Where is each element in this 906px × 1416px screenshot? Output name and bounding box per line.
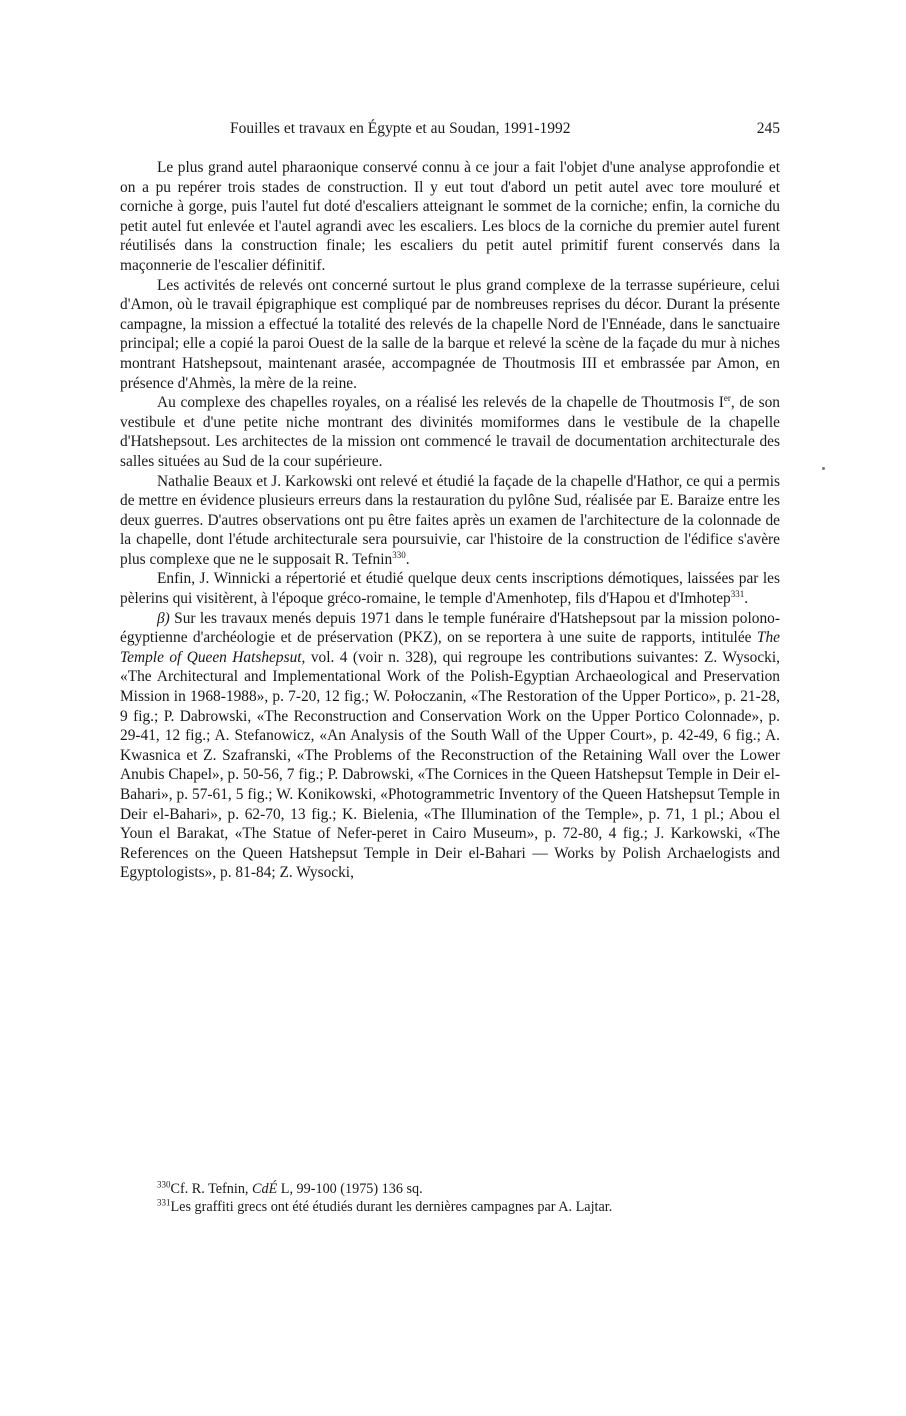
footnote-ref-330: 330	[392, 549, 406, 560]
series-title: The Temple of Queen Hatshepsut	[120, 629, 780, 666]
footnote-ref-331: 331	[730, 588, 745, 599]
footnote-number: 330	[157, 1179, 171, 1190]
running-title: Fouilles et travaux en Égypte et au Soudan, 1991-1992	[230, 120, 571, 137]
page-number: 245	[756, 120, 780, 137]
footnote-330: $^{330}$Cf. R. Tefnin, CdÉ L, 99-100 (1975) 136 sq.	[157, 1179, 423, 1197]
paragraph-hathor-chapel: Nathalie Beaux et J. Karkowski ont relevé et étudié la façade de la chapelle d'Hathor, ce qui a permis de mettre en évidence plusieurs erreurs dans la restauration du pylône Sud, réalisée par E. Baraize entre les deux guerres. D'autres observations ont pu être faites après un examen de l'architecture de la colonnade de la chapelle, dont l'étude architecturale sera poursuivie, car l'histoire de la construction de l'édifice s'avère plus complexe que ne le supposait R. Tefnin$^{330}$.	[120, 472, 780, 568]
paragraph-beta-reports: β) Sur les travaux menés depuis 1971 dans le temple funéraire d'Hatshepsout par la mission polono-égyptienne d'archéologie et de préservation (PKZ), on se reportera à une suite de rapports, intitulée The Temple of Queen Hatshepsut, vol. 4 (voir n. 328), qui regroupe les contributions suivantes: Z. Wysocki, «The Architectural and Implementational Work of the Polish-Egyptian Archaeological and Preservation Mission in 1968-1988», p. 7-20, 12 fig.; W. Połoczanin, «The Restoration of the Upper Portico», p. 21-28, 9 fig.; P. Dabrowski, «The Reconstruction and Conservation Work on the Upper Portico Colonnade», p. 29-41, 12 fig.; A. Stefanowicz, «An Analysis of the South Wall of the Upper Court», p. 42-49, 6 fig.; A. Kwasnica et Z. Szafranski, «The Problems of the Reconstruction of the Retaining Wall over the Lower Anubis Chapel», p. 50-56, 7 fig.; P. Dabrowski, «The Cornices in the Queen Hatshepsut Temple in Deir el-Bahari», p. 57-61, 5 fig.; W. Konikowski, «Photogrammetric Inventory of the Queen Hatshepsut Temple in Deir el-Bahari», p. 62-70, 13 fig.; K. Bielenia, «The Illumination of the Temple», p. 71, 1 pl.; Abou el Youn el Barakat, «The Statue of Nefer-peret in Cairo Museum», p. 72-80, 4 fig.; J. Karkowski, «The References on the Queen Hatshepsut Temple in Deir el-Bahari — Works by Polish Archaelogists and Egyptologists», p. 81-84; Z. Wysocki,	[120, 609, 780, 882]
footnotes	[120, 1181, 780, 1216]
paragraph-altar: Le plus grand autel pharaonique conservé connu à ce jour a fait l'objet d'une analyse approfondie et on a pu repérer trois stades de construction. Il y eut tout d'abord un petit autel avec tore mouluré et corniche à gorge, puis l'autel fut doté d'escaliers atteignant le sommet de la corniche; enfin, la corniche du petit autel fut enlevée et l'autel agrandi avec les escaliers. Les blocs de la corniche du premier autel furent réutilisés dans la construction finale; les escaliers du petit autel primitif furent conservés dans la maçonnerie de l'escalier définitif.	[120, 159, 780, 274]
journal-abbrev: CdÉ	[252, 1181, 278, 1197]
main-text	[120, 158, 780, 883]
scan-speck	[822, 467, 825, 470]
superscript: er	[723, 393, 731, 403]
footnote-number: 331	[157, 1196, 171, 1207]
running-header	[120, 120, 780, 140]
footnote-331: $^{331}$Les graffiti grecs ont été étudiés durant les dernières campagnes par A. Lajtar.	[157, 1196, 613, 1215]
paragraph-royal-chapels: Au complexe des chapelles royales, on a réalisé les relevés de la chapelle de Thoutmosis Ier, de son vestibule et d'une petite niche montrant des divinités momiformes dans le vestibule de la chapelle d'Hatshepsout. Les architectes de la mission ont commencé le travail de documentation architecturale des salles situées au Sud de la cour supérieure.	[120, 393, 781, 470]
list-marker: β)	[157, 609, 170, 627]
paragraph-demotic: Enfin, J. Winnicki a répertorié et étudié quelque deux cents inscriptions démotiques, laissées par les pèlerins qui visitèrent, à l'époque gréco-romaine, le temple d'Amenhotep, fils d'Hapou et d'Imhotep$^{331}$.	[120, 570, 780, 608]
paragraph-survey: Les activités de relevés ont concerné surtout le plus grand complexe de la terrasse supérieure, celui d'Amon, où le travail épigraphique est compliqué par de nombreuses reprises du décor. Durant la présente campagne, la mission a effectué la totalité des relevés de la chapelle Nord de l'Ennéade, dans le sanctuaire principal; elle a copié la paroi Ouest de la salle de la barque et relevé la scène de la façade du mur à niches montrant Hatshepsout, maintenant arasée, accompagnée de Thoutmosis III et embrassée par Amon, en présence d'Ahmès, la mère de la reine.	[120, 276, 780, 392]
